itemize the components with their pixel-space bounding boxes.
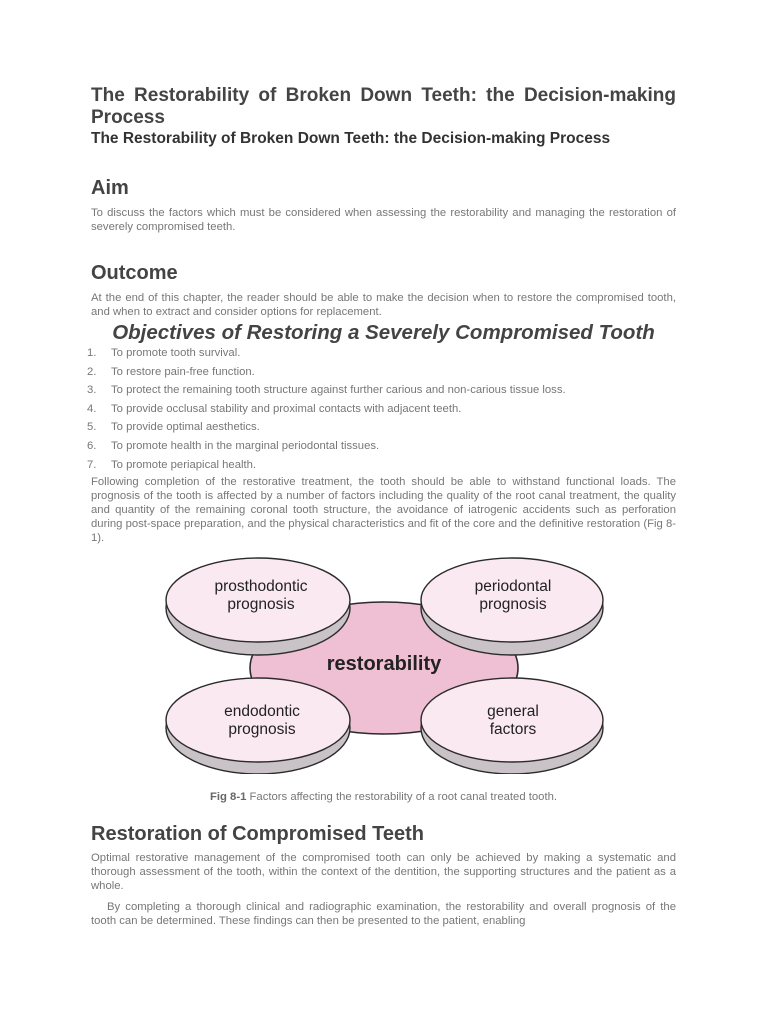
aim-text: To discuss the factors which must be considered when assessing the restorability and managing the restoration of severely compromised teeth. — [91, 207, 676, 233]
list-number: 5. — [87, 421, 97, 434]
disc-label-line2: prognosis — [479, 596, 547, 613]
disc-label-line2: prognosis — [228, 721, 296, 738]
list-item-text: To promote periapical health. — [111, 458, 257, 471]
list-item — [87, 437, 676, 456]
disc-label-line1: endodontic — [224, 703, 300, 720]
figure-caption-text: Factors affecting the restorability of a root canal treated tooth. — [249, 791, 558, 804]
disc-top — [421, 678, 603, 762]
list-item — [87, 363, 676, 382]
disc-label-line2: factors — [489, 721, 537, 738]
disc-endodontic-prognosis — [166, 678, 350, 774]
objectives-list — [87, 344, 676, 474]
list-number: 2. — [87, 365, 97, 378]
disc-label-line1: prosthodontic — [214, 578, 308, 595]
disc-prosthodontic-prognosis — [166, 558, 350, 655]
list-item-text: To promote tooth survival. — [111, 347, 241, 359]
list-item — [87, 456, 676, 475]
list-item — [87, 381, 676, 400]
figure-caption — [91, 790, 676, 804]
list-item-text: To protect the remaining tooth structure against further carious and non-carious tissue loss. — [111, 384, 566, 397]
list-item-text: To provide optimal aesthetics. — [111, 421, 260, 434]
restoration-para-1: Optimal restorative management of the compromised tooth can only be achieved by making a systematic and thorough assessment of the tooth, within the context of the dentition, the supporting structures and the patient as a whole. — [91, 852, 676, 892]
disc-label-line2: prognosis — [227, 596, 295, 613]
disc-label-line1: general — [487, 703, 539, 720]
list-number: 7. — [87, 458, 97, 471]
list-item-text: To provide occlusal stability and proximal contacts with adjacent teeth. — [111, 402, 462, 415]
aim-heading: Aim — [91, 177, 129, 199]
restorability-diagram — [160, 556, 610, 774]
list-item — [87, 400, 676, 419]
diagram-center-label: restorability — [326, 653, 442, 675]
restoration-heading: Restoration of Compromised Teeth — [91, 823, 424, 845]
outcome-text: At the end of this chapter, the reader should be able to make the decision when to restore the compromised tooth, and when to extract and consider options for replacement. — [91, 292, 676, 318]
page-title: The Restorability of Broken Down Teeth: the Decision-making Process — [91, 85, 676, 128]
disc-top — [166, 678, 350, 762]
disc-general-factors — [421, 678, 603, 774]
list-item — [87, 418, 676, 437]
restoration-para-2: By completing a thorough clinical and radiographic examination, the restorability and overall prognosis of the tooth can be determined. These findings can then be presented to the patient, enabling — [91, 901, 676, 927]
list-item — [87, 344, 676, 363]
list-number: 4. — [87, 402, 97, 415]
objectives-paragraph: Following completion of the restorative treatment, the tooth should be able to withstand functional loads. The prognosis of the tooth is affected by a number of factors including the quality of the root canal treatment, the quality and quantity of the remaining coronal tooth structure, the avoidance of iatrogenic accidents such as perforation during post-space preparation, and the physical characteristics and fit of the core and the definitive restoration (Fig 8-1). — [91, 476, 676, 544]
disc-label-line1: periodontal — [474, 578, 552, 595]
list-number: 1. — [87, 347, 97, 359]
disc-periodontal-prognosis — [421, 558, 603, 655]
figure-caption-label: Fig 8-1 — [209, 791, 247, 804]
outcome-heading: Outcome — [91, 262, 178, 284]
list-item-text: To restore pain-free function. — [111, 365, 255, 378]
list-number: 3. — [87, 384, 97, 397]
list-item-text: To promote health in the marginal periodontal tissues. — [111, 439, 380, 452]
page-subtitle: The Restorability of Broken Down Teeth: the Decision-making Process — [91, 130, 611, 147]
objectives-heading: Objectives of Restoring a Severely Compromised Tooth — [112, 321, 655, 344]
list-number: 6. — [87, 439, 97, 452]
